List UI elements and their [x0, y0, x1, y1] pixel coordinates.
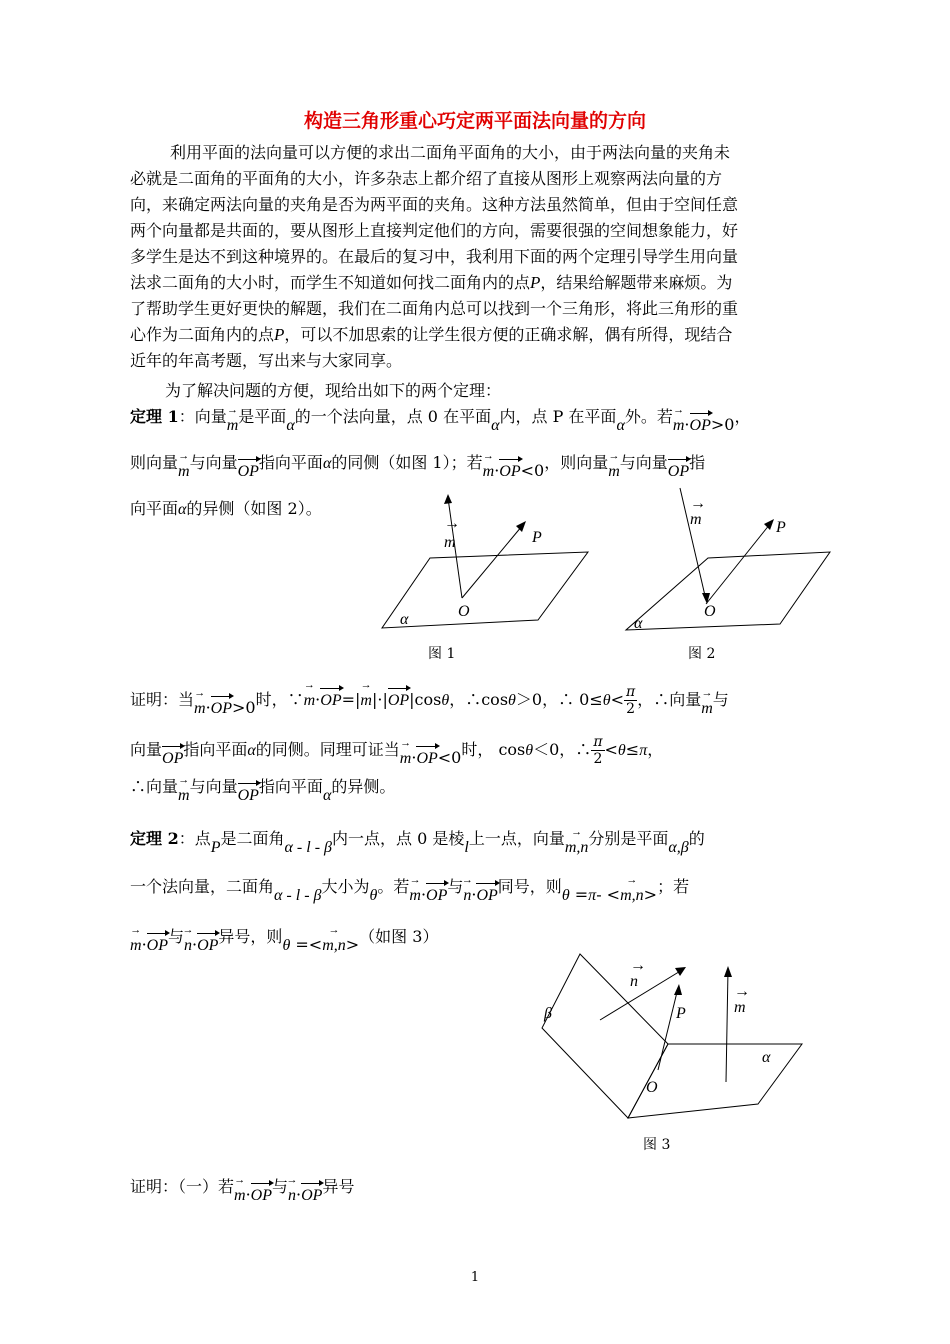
intro-line-9: 近年的年高考题，写出来与大家同享。 — [130, 351, 403, 370]
theorem-1-line-3: 向平面α的异侧（如图 2）。 — [130, 499, 322, 518]
plane-alpha — [382, 552, 588, 628]
label-m: m — [734, 999, 746, 1016]
figure-2-caption: 图 2 — [688, 646, 716, 662]
label-alpha: α — [762, 1049, 771, 1066]
theorem-1-line-1: 定理 1：向量→ m是平面α的一个法向量，点 0 在平面α内，点 P 在平面α外。若→ m·OP>0， — [130, 404, 850, 427]
theorem-2-line-2: 一个法向量，二面角α - l - β大小为θ。若→ m·OP与→ n·OP同号，则θ =π- <→ m,n>；若 — [130, 874, 850, 897]
figure-2 — [620, 480, 840, 640]
intro-line-8: 心作为二面角内的点P，可以不加思索的让学生很方便的正确求解，偶有所得，现结合 — [130, 325, 733, 344]
label-o: O — [458, 603, 470, 620]
figure-3-caption: 图 3 — [643, 1137, 671, 1153]
intro-line-1: 利用平面的法向量可以方便的求出二面角平面角的大小，由于两法向量的夹角未 — [170, 143, 731, 162]
label-beta: β — [544, 1005, 552, 1022]
point-p: P — [530, 273, 541, 292]
fraction-pi-over-2: $\frac{\pi}{2}$ — [626, 684, 636, 717]
intro-line-2: 必就是二面角的平面角的大小，许多杂志上都介绍了直接从图形上观察两法向量的方 — [130, 169, 723, 188]
vector-op: OP — [689, 417, 711, 434]
svg-text:→: → — [734, 983, 750, 1000]
label-m: m — [690, 511, 702, 528]
label-o: O — [704, 603, 716, 620]
lead-sentence: 为了解决问题的方便，现给出如下的两个定理： — [165, 381, 502, 400]
proof-1-line-3: ∴向量→ m与向量OP指向平面α的异侧。 — [130, 774, 850, 797]
label-o: O — [646, 1079, 658, 1096]
point-p: P — [274, 325, 285, 344]
vector-op-line — [706, 524, 770, 604]
label-p: P — [776, 519, 786, 536]
figure-3 — [530, 950, 820, 1130]
label-p: P — [532, 529, 542, 546]
intro-line-4: 两个向量都是共面的，要从图形上直接判定他们的方向，需要很强的空间想象能力，好 — [130, 221, 739, 240]
vector-op-line — [462, 526, 522, 598]
proof-1-line-1: 证明：当→ m·OP>0时，∵→ m·OP=|→ m|·|OP|cosθ，∴cosθ＞0，∴ 0≤θ< $\frac{\pi}{2}$ ，∴向量→ m与 — [130, 684, 850, 717]
intro-line-5: 多学生是达不到这种境界的。在最后的复习中，我利用下面的两个定理引导学生用向量 — [130, 247, 739, 266]
page-title: 构造三角形重心巧定两平面法向量的方向 — [303, 110, 646, 132]
vector-op-line — [658, 988, 678, 1070]
label-p: P — [676, 1005, 686, 1022]
normal-vector-n — [600, 970, 682, 1020]
label-alpha: α — [400, 611, 409, 628]
theorem-2-line-1: 定理 2：点P是二面角α - l - β内一点，点 0 是棱l上一点，向量→ m,n分别是平面α,β的 — [130, 826, 850, 849]
page-number: 1 — [470, 1270, 480, 1285]
vector-m: → m — [227, 417, 239, 435]
proof-2-line-1: 证明：（一）若→ m·OP与→ n·OP异号 — [130, 1174, 850, 1197]
theorem-2-line-3: → m·OP与→ n·OP异号，则θ =<→ m,n>（如图 3） — [130, 924, 850, 947]
svg-text:→: → — [444, 515, 460, 532]
vectors-m-n: → m,n — [565, 839, 589, 857]
intro-line-7: 了帮助学生更好更快的解题，我们在二面角内总可以找到一个三角形，将此三角形的重 — [130, 299, 739, 318]
svg-text:→: → — [630, 957, 646, 974]
figure-1 — [370, 490, 610, 640]
svg-text:→: → — [690, 495, 706, 512]
intro-line-3: 向，来确定两法向量的夹角是否为两平面的夹角。这种方法虽然简单，但由于空间任意 — [130, 195, 739, 214]
figure-1-caption: 图 1 — [428, 646, 456, 662]
label-n: n — [630, 973, 638, 990]
theorem-1-line-2: 则向量→ m与向量OP指向平面α的同侧（如图 1）；若→ m·OP<0，则向量→ m与向量OP指 — [130, 450, 850, 473]
intro-line-6: 法求二面角的大小时，而学生不知道如何找二面角内的点P，结果给解题带来麻烦。为 — [130, 273, 733, 292]
label-alpha: α — [634, 615, 643, 632]
normal-vector-m — [726, 970, 728, 1082]
plane-alpha — [626, 552, 830, 630]
label-m: m — [444, 534, 456, 551]
proof-1-line-2: 向量OP指向平面α的同侧。同理可证当→ m·OP<0时， cosθ＜0，∴ $\frac{\pi}{2}$ <θ≤π， — [130, 734, 850, 767]
